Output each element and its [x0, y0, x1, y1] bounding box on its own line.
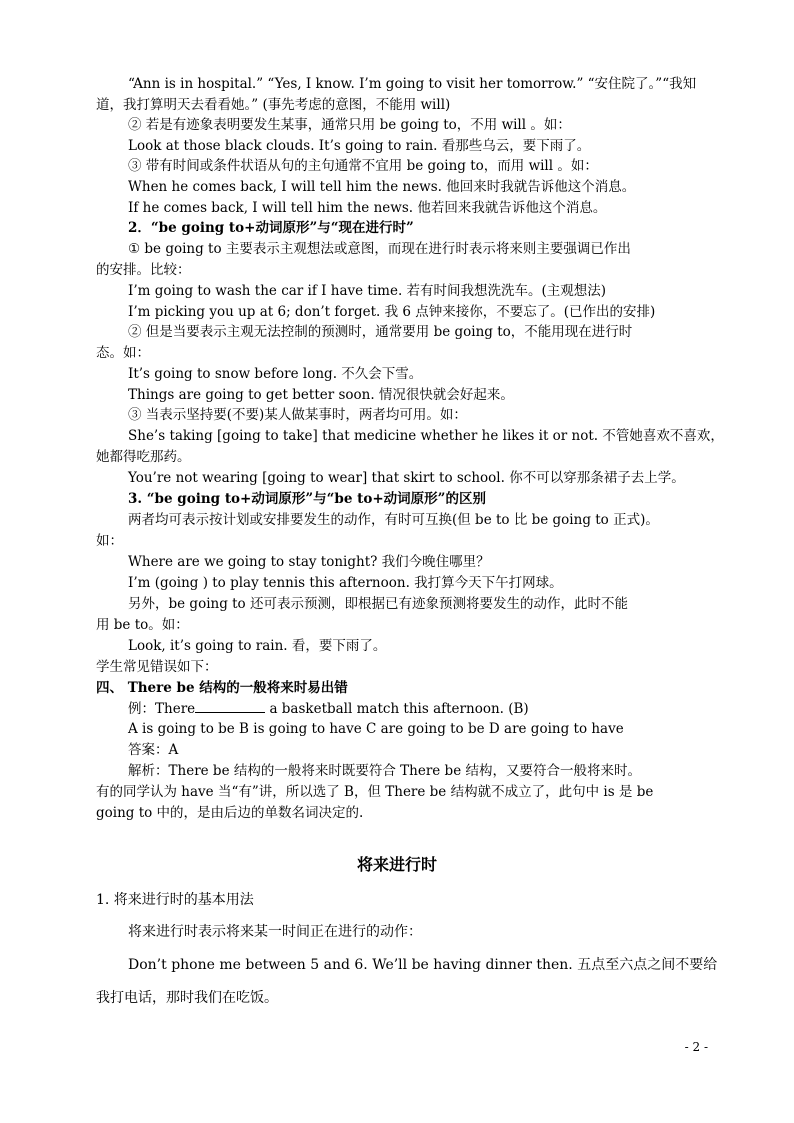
- section-title: 将来进行时: [356, 855, 437, 874]
- text-line: 态。如：: [96, 345, 150, 361]
- text-line: I’m going to wash the car if I have time. 若有时间我想洗洗车。(主观想法): [128, 283, 607, 299]
- subsection-heading: 1. 将来进行时的基本用法: [96, 892, 254, 908]
- text-line: 学生常见错误如下：: [96, 659, 218, 675]
- page-number: - 2 -: [684, 1040, 708, 1054]
- text-line: Look at those black clouds. It’s going to rain. 看那些乌云，要下雨了。: [128, 138, 591, 154]
- text-line: 有的同学认为 have 当“有”讲，所以选了 B，但 There be 结构就不成立了，此句中 is 是 be: [96, 784, 654, 800]
- text-line: 如：: [96, 533, 123, 549]
- text-line: 道，我打算明天去看看她。” (事先考虑的意图，不能用 will): [96, 97, 451, 113]
- subheading: 3. “be going to+动词原形”与“be to+动词原形”的区别: [128, 491, 486, 507]
- text-line: 两者均可表示按计划或安排要发生的动作，有时可互换(但 be to 比 be going to 正式)。: [128, 512, 659, 528]
- paragraph: Don’t phone me between 5 and 6. We’ll be having dinner then. 五点至六点之间不要给: [128, 957, 718, 973]
- text-line: “Ann is in hospital.” “Yes, I know. I’m going to visit her tomorrow.” “安住院了。”“我知: [128, 76, 697, 92]
- paragraph: 将来进行时表示将来某一时间正在进行的动作：: [128, 924, 422, 940]
- text-line: 另外，be going to 还可表示预测，即根据已有迹象预测将要发生的动作，此时不能: [128, 596, 628, 612]
- text-line: ① be going to 主要表示主观想法或意图，而现在进行时表示将来则主要强调已作出: [128, 241, 631, 257]
- text-line: going to 中的，是由后边的单数名词决定的.: [96, 805, 364, 821]
- text-line: You’re not wearing [going to wear] that skirt to school. 你不可以穿那条裙子去上学。: [128, 470, 685, 486]
- text-line: She’s taking [going to take] that medicine whether he likes it or not. 不管她喜欢不喜欢，: [128, 428, 724, 444]
- text-line: It’s going to snow before long. 不久会下雪。: [128, 366, 423, 382]
- text-line: 的安排。比较：: [96, 262, 191, 278]
- text-line: When he comes back, I will tell him the news. 他回来时我就告诉他这个消息。: [128, 179, 636, 195]
- answer-line: 答案：A: [128, 742, 179, 758]
- paragraph: 我打电话，那时我们在吃饭。: [96, 990, 278, 1006]
- text-line: ③ 当表示坚持要(不要)某人做某事时，两者均可用。如：: [128, 407, 467, 423]
- blank-underline: [195, 700, 265, 713]
- text-line: Where are we going to stay tonight? 我们今晚住哪里？: [128, 554, 490, 570]
- text-line: I’m (going ) to play tennis this afternoon. 我打算今天下午打网球。: [128, 575, 563, 591]
- text-line: ③ 带有时间或条件状语从句的主句通常不宜用 be going to，而用 will 。如：: [128, 158, 598, 174]
- text-line: ② 但是当要表示主观无法控制的预测时，通常要用 be going to，不能用现在进行时: [128, 324, 633, 340]
- text-line: 解析：There be 结构的一般将来时既要符合 There be 结构，又要符合一般将来时。: [128, 763, 641, 779]
- choice-line: A is going to be B is going to have C are going to be D are going to have: [128, 721, 624, 737]
- text-line: Look, it’s going to rain. 看，要下雨了。: [128, 638, 387, 654]
- section-heading: 四、 There be 结构的一般将来时易出错: [96, 680, 348, 696]
- text-line: 她都得吃那药。: [96, 449, 191, 465]
- text-line: ② 若是有迹象表明要发生某事，通常只用 be going to，不用 will 。如：: [128, 117, 571, 133]
- subheading: 2．“be going to+动词原形”与“现在进行时”: [128, 220, 414, 236]
- text-line: Things are going to get better soon. 情况很快就会好起来。: [128, 387, 514, 403]
- example-prefix: 例：There: [128, 701, 196, 717]
- text-line: 用 be to。如：: [96, 617, 189, 633]
- example-line: [128, 699, 711, 719]
- example-rest: a basketball match this afternoon. (B): [269, 701, 529, 717]
- text-line: If he comes back, I will tell him the news. 他若回来我就告诉他这个消息。: [128, 200, 607, 216]
- text-line: I’m picking you up at 6; don’t forget. 我 6 点钟来接你，不要忘了。(已作出的安排): [128, 304, 656, 320]
